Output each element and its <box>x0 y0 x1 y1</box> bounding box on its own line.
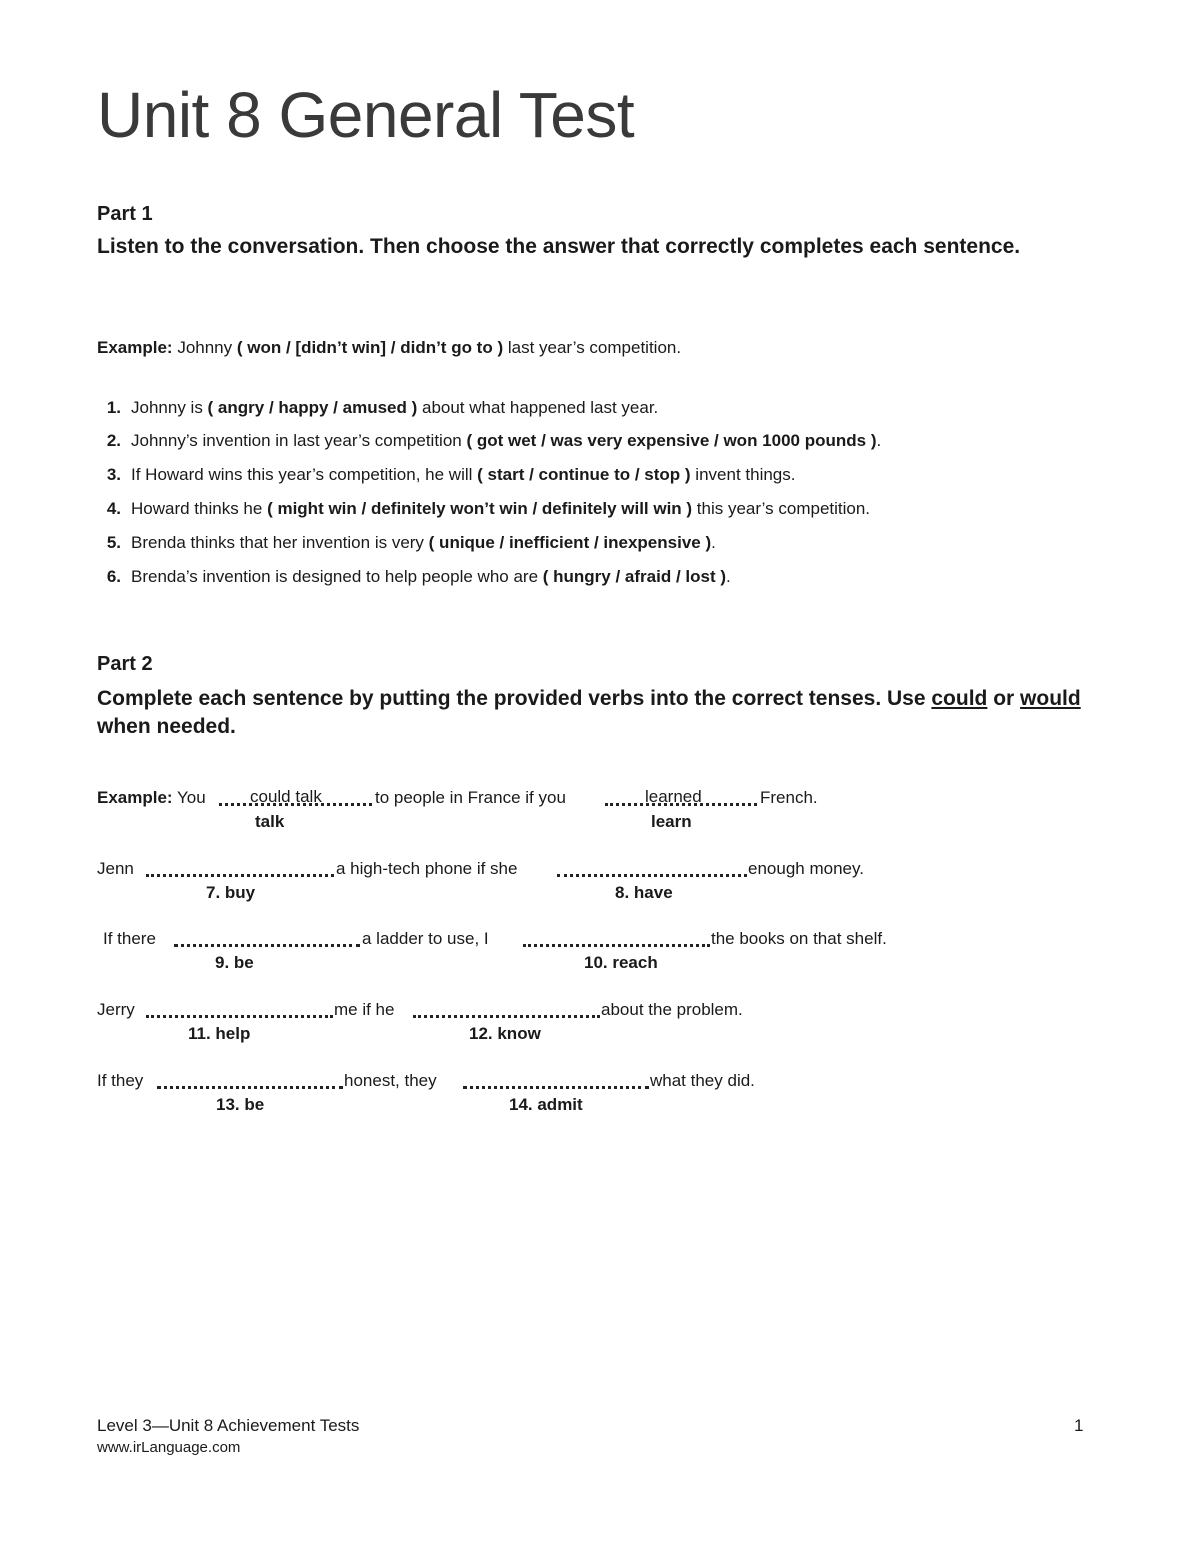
example-label: Example: <box>97 788 173 807</box>
question-pre: Howard thinks he <box>131 499 268 518</box>
example-choices: ( won / [didn’t win] / didn’t go to ) <box>236 338 504 357</box>
question-choices[interactable]: ( got wet / was very expensive / won 1000 pounds ) <box>466 431 877 450</box>
question-post: invent things. <box>690 465 796 484</box>
answer-blank-13[interactable] <box>157 1086 343 1089</box>
verb-hint: learn <box>651 812 692 831</box>
sentence-text-1: Jenn <box>97 859 134 878</box>
sentence-text-3: what they did. <box>650 1071 755 1090</box>
sentence-text-3: about the problem. <box>601 1000 743 1019</box>
sentence-text-2: a high-tech phone if she <box>336 859 518 878</box>
sentence-text-1: If they <box>97 1071 144 1090</box>
answer-blank-9[interactable] <box>174 944 360 947</box>
question-number: 2. <box>106 431 121 450</box>
part2-instruction <box>97 685 1107 741</box>
question-pre: Brenda thinks that her invention is very <box>131 533 429 552</box>
part2-label: Part 2 <box>97 653 153 675</box>
part2-instruction-or: or <box>987 687 1021 710</box>
question-4 <box>97 499 870 519</box>
sentence-text-2: me if he <box>334 1000 395 1019</box>
question-1 <box>97 398 658 418</box>
footer-url[interactable]: www.irLanguage.com <box>97 1439 241 1456</box>
example-answer-1: could talk <box>250 787 322 806</box>
question-post: about what happened last year. <box>417 398 659 417</box>
part1-label: Part 1 <box>97 203 153 225</box>
question-post: . <box>726 567 731 586</box>
question-choices[interactable]: ( might win / definitely won’t win / definitely will win ) <box>267 499 693 518</box>
example-answer-2: learned <box>645 787 702 806</box>
verb-hint: 14. admit <box>509 1095 583 1114</box>
question-post: . <box>711 533 716 552</box>
question-pre: Johnny is <box>131 398 208 417</box>
footer-left: Level 3—Unit 8 Achievement Tests <box>97 1416 360 1435</box>
question-choices[interactable]: ( angry / happy / amused ) <box>207 398 418 417</box>
part2-instruction-pre: Complete each sentence by putting the provided verbs into the correct tenses. Use <box>97 687 932 710</box>
verb-hint: 12. know <box>469 1024 541 1043</box>
example-text-2: to people in France if you <box>375 788 566 807</box>
question-choices[interactable]: ( start / continue to / stop ) <box>477 465 691 484</box>
sentence-text-1: If there <box>103 929 156 948</box>
question-2 <box>97 431 881 451</box>
answer-blank-10[interactable] <box>523 944 710 947</box>
example-post: last year’s competition. <box>503 338 682 357</box>
verb-hint: 8. have <box>615 883 673 902</box>
question-3 <box>97 465 795 485</box>
answer-blank-11[interactable] <box>146 1015 333 1018</box>
word-could: could <box>931 687 988 710</box>
sentence-text-2: a ladder to use, I <box>362 929 489 948</box>
example-text-1: You <box>172 788 206 807</box>
part1-example <box>97 338 681 358</box>
answer-blank-7[interactable] <box>146 874 334 877</box>
question-number: 5. <box>106 533 121 552</box>
sentence-text-3: enough money. <box>748 859 864 878</box>
question-number: 1. <box>106 398 121 417</box>
answer-blank-12[interactable] <box>413 1015 600 1018</box>
example-sentence-start <box>97 788 206 808</box>
part1-instruction: Listen to the conversation. Then choose the answer that correctly completes each sentence. <box>97 235 1021 258</box>
question-choices[interactable]: ( hungry / afraid / lost ) <box>542 567 726 586</box>
verb-hint: talk <box>255 812 285 831</box>
answer-blank-14[interactable] <box>463 1086 649 1089</box>
question-pre: Brenda’s invention is designed to help people who are <box>131 567 543 586</box>
verb-hint: 9. be <box>215 953 254 972</box>
question-pre: Johnny’s invention in last year’s competition <box>131 431 467 450</box>
example-pre: Johnny <box>172 338 237 357</box>
question-5 <box>97 533 716 553</box>
question-number: 3. <box>106 465 121 484</box>
question-post: this year’s competition. <box>692 499 871 518</box>
question-number: 4. <box>106 499 121 518</box>
verb-hint: 11. help <box>188 1024 251 1043</box>
question-pre: If Howard wins this year’s competition, he will <box>131 465 478 484</box>
question-number: 6. <box>106 567 121 586</box>
page-title: Unit 8 General Test <box>97 79 635 151</box>
example-label: Example: <box>97 338 173 357</box>
word-would: would <box>1020 687 1081 710</box>
sentence-text-2: honest, they <box>344 1071 437 1090</box>
example-text-3: French. <box>760 788 818 807</box>
answer-blank-8[interactable] <box>557 874 747 877</box>
question-6 <box>97 567 731 587</box>
page-number: 1 <box>1074 1416 1084 1435</box>
question-choices[interactable]: ( unique / inefficient / inexpensive ) <box>428 533 712 552</box>
part2-instruction-post: when needed. <box>97 715 236 738</box>
verb-hint: 10. reach <box>584 953 658 972</box>
verb-hint: 7. buy <box>206 883 256 902</box>
verb-hint: 13. be <box>216 1095 265 1114</box>
question-post: . <box>876 431 882 450</box>
sentence-text-3: the books on that shelf. <box>711 929 887 948</box>
sentence-text-1: Jerry <box>97 1000 135 1019</box>
